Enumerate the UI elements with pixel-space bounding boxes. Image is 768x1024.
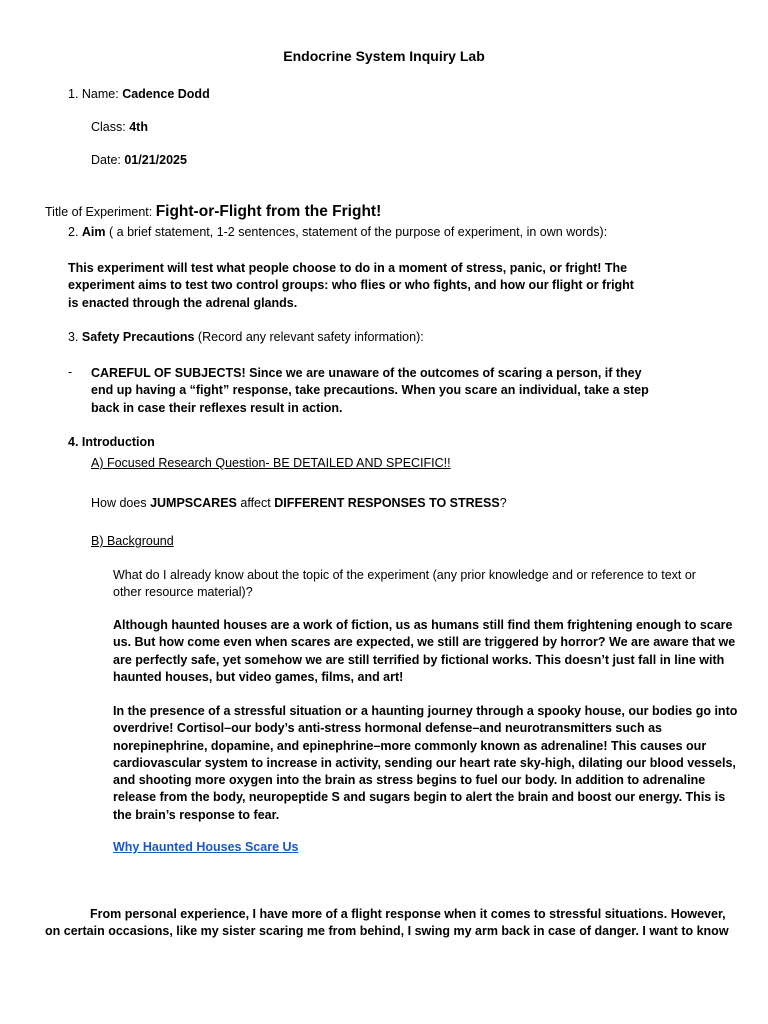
research-question-heading: A) Focused Research Question- BE DETAILED AND SPECIFIC!! <box>91 456 451 470</box>
paragraph-line: the brain’s response to fear. <box>113 807 280 822</box>
paragraph-line: overdrive! Cortisol–our body’s anti-stress hormonal defense–and neurotransmitters such as <box>113 721 662 736</box>
safety-bullet: - <box>68 365 73 379</box>
safety-text <box>91 365 649 417</box>
name-label: 1. Name: <box>68 87 123 101</box>
document-title: Endocrine System Inquiry Lab <box>283 48 485 64</box>
paragraph-line: us. But how come even when scares are expected, we still are triggered by horror? We are aware that we <box>113 635 736 650</box>
paragraph-line: Although haunted houses are a work of fiction, us as humans still find them frightening enough to scare <box>113 618 733 632</box>
research-question <box>91 496 507 510</box>
safety-label: Safety Precautions <box>81 330 195 344</box>
class-label: Class: <box>91 120 130 134</box>
paragraph-line: and shooting more oxygen into the brain as stress begins to fuel our body. In addition to adrenaline <box>113 773 706 788</box>
date-label: Date: <box>91 153 125 167</box>
experiment-title-label: Title of Experiment: <box>45 205 156 219</box>
background-paragraph-2 <box>113 703 737 824</box>
aim-text <box>68 260 634 312</box>
date-value: 01/21/2025 <box>124 153 187 167</box>
introduction-heading: 4. Introduction <box>68 435 155 449</box>
background-heading: B) Background <box>91 534 174 548</box>
aim-number: 2. <box>68 225 82 239</box>
name-value: Cadence Dodd <box>122 87 210 101</box>
personal-experience-paragraph <box>45 906 729 941</box>
class-line <box>91 120 148 134</box>
reference-link[interactable]: Why Haunted Houses Scare Us <box>113 840 299 854</box>
rq-text: How does <box>91 496 151 510</box>
safety-line: CAREFUL OF SUBJECTS! Since we are unaware of the outcomes of scaring a person, if they <box>91 366 642 380</box>
experiment-title-value: Fight-or-Flight from the Fright! <box>155 203 382 220</box>
paragraph-line: In the presence of a stressful situation or a haunting journey through a spooky house, our bodies go into <box>113 704 738 718</box>
aim-line: This experiment will test what people choose to do in a moment of stress, panic, or fright! The <box>68 261 628 275</box>
paragraph-line: release from the body, neuropeptide S and sugars begin to alert the brain and boost our energy. This is <box>113 790 726 805</box>
aim-note: ( a brief statement, 1-2 sentences, statement of the purpose of experiment, in own words): <box>105 225 608 239</box>
prompt-line: other resource material)? <box>113 585 253 600</box>
date-line <box>91 153 187 167</box>
aim-line: experiment aims to test two control groups: who flies or who fights, and how our flight or fright <box>68 278 634 293</box>
safety-line: end up having a “fight” response, take precautions. When you scare an individual, take a step <box>91 383 649 398</box>
safety-note: (Record any relevant safety information): <box>194 330 424 344</box>
rq-text: affect <box>236 496 275 510</box>
safety-line: back in case their reflexes result in action. <box>91 400 343 415</box>
paragraph-line: are perfectly safe, yet somehow we are still terrified by fictional works. This doesn’t just fall in line with <box>113 652 725 667</box>
paragraph-line: norepinephrine, dopamine, and epinephrine–more commonly known as adrenaline! This causes our <box>113 738 707 753</box>
background-prompt <box>113 567 696 602</box>
class-value: 4th <box>129 120 148 134</box>
prompt-line: What do I already know about the topic of the experiment (any prior knowledge and or reference to text or <box>113 568 696 582</box>
paragraph-line: on certain occasions, like my sister scaring me from behind, I swing my arm back in case of danger. I want to know <box>45 924 729 939</box>
background-paragraph-1 <box>113 617 735 686</box>
aim-heading <box>68 225 607 239</box>
name-line <box>68 87 210 101</box>
paragraph-line: cardiovascular system to increase in activity, sending our heart rate sky-high, dilating our blood vessels, <box>113 755 736 770</box>
rq-variable-independent: JUMPSCARES <box>150 496 237 510</box>
rq-variable-dependent: DIFFERENT RESPONSES TO STRESS <box>274 496 500 510</box>
safety-heading <box>68 330 424 344</box>
experiment-title-line <box>45 203 381 221</box>
rq-text: ? <box>499 496 507 510</box>
paragraph-line: From personal experience, I have more of a flight response when it comes to stressful situations. However, <box>90 907 726 921</box>
paragraph-line: haunted houses, but video games, films, and art! <box>113 669 404 684</box>
safety-number: 3. <box>68 330 82 344</box>
aim-label: Aim <box>81 225 106 239</box>
aim-line: is enacted through the adrenal glands. <box>68 295 298 310</box>
